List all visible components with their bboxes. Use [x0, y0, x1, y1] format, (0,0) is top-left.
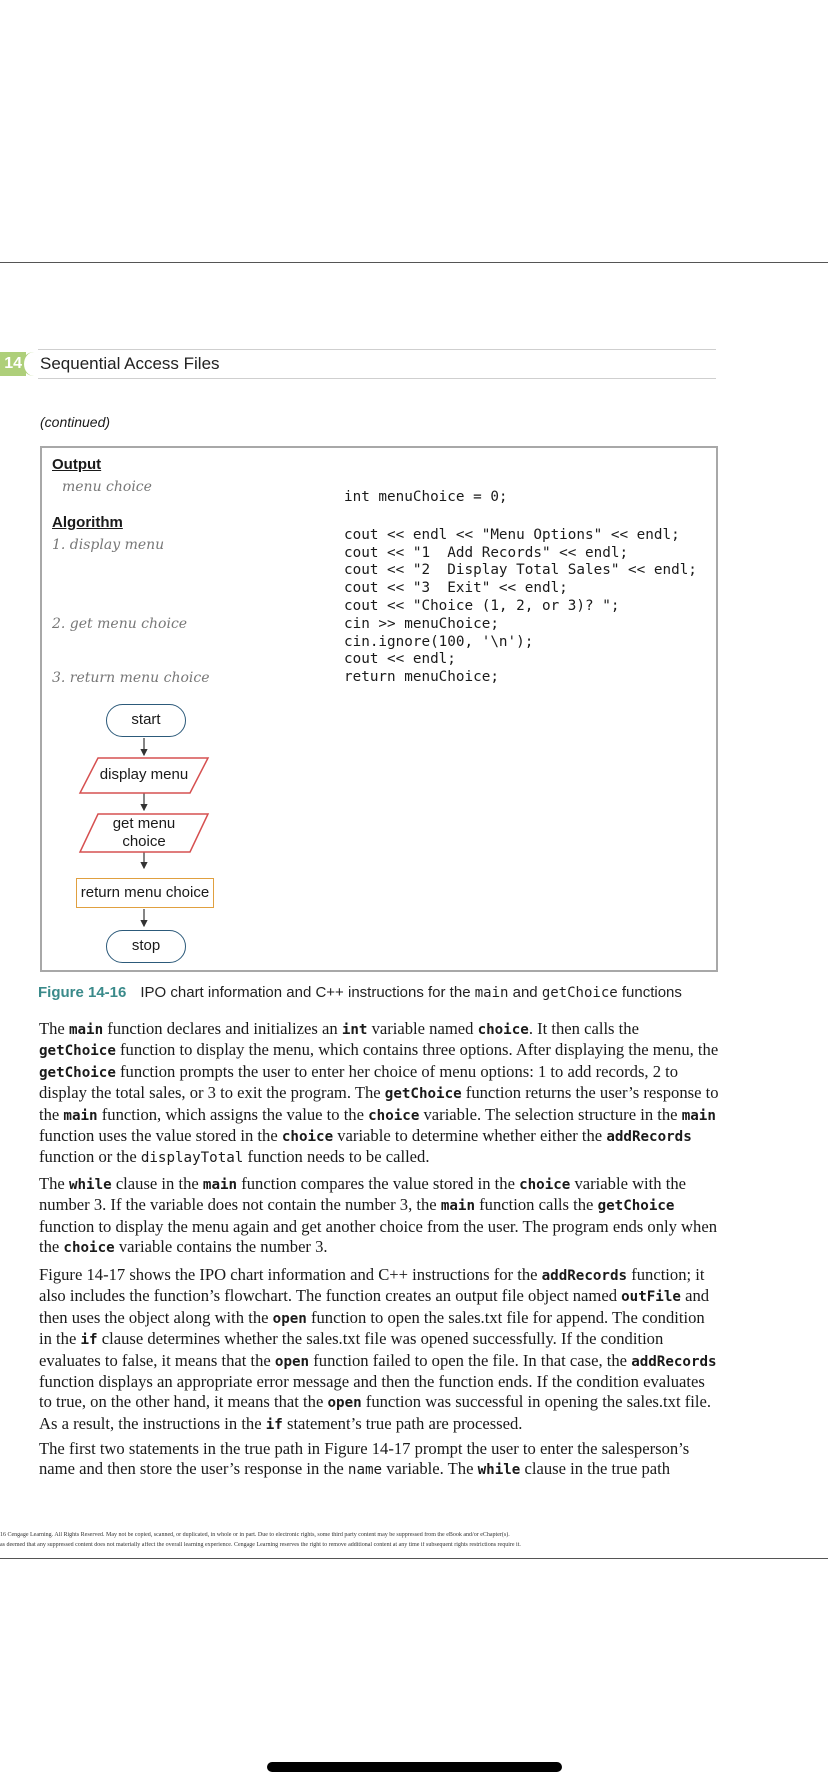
code-get-choice: cin >> menuChoice; cin.ignore(100, '\n'); cout << endl;	[344, 616, 534, 668]
code-declaration: int menuChoice = 0;	[344, 489, 508, 505]
home-indicator[interactable]	[267, 1762, 562, 1772]
algorithm-step-3: 3. return menu choice	[52, 670, 210, 686]
flowchart-get-choice-line1: get menu	[112, 815, 176, 832]
paragraph-2: The while clause in the main function compares the value stored in the choice variable with the number 3. If the variable does not contain the number 3, the main function calls the getChoice function to display the menu again and get another choice from the user. The program ends only when the choice variable contains the number 3.	[39, 1174, 718, 1257]
header-rule-top	[38, 349, 716, 350]
paragraph-3: Figure 14-17 shows the IPO chart information and C++ instructions for the addRecords function; it also includes the function’s flowchart. The function creates an output file object named outFile and then uses the object along with the open function to open the sales.txt file for append. The condition in the if clause determines whether the sales.txt file was opened successfully. If the condition evaluates to false, it means that the open function failed to open the file. In that case, the addRecords function displays an appropriate error message and then the function ends. If the condition evaluates to true, on the other hand, it means that the open function was successful in opening the sales.txt file. As a result, the instructions in the if statement’s true path are processed.	[39, 1265, 717, 1433]
copyright-footer-line1: 16 Cengage Learning. All Rights Reserved. May not be copied, scanned, or duplicated, in whole or in part. Due to electronic rights, some third party content may be suppressed from the eBook and/or eChapter(s).	[0, 1532, 510, 1538]
paragraph-4: The first two statements in the true path in Figure 14-17 prompt the user to enter the salesperson’s name and then store the user’s response in the name variable. The while clause in the true path	[39, 1439, 690, 1479]
algorithm-step-1: 1. display menu	[52, 537, 165, 553]
figure-number: Figure 14-16	[38, 984, 127, 1001]
figure-box	[40, 446, 718, 972]
caption-text: IPO chart information and C++ instructions for the	[140, 984, 475, 1001]
bottom-divider	[0, 1558, 828, 1559]
flowchart-stop: stop	[106, 930, 186, 963]
caption-text: and	[508, 984, 542, 1001]
paragraph-1: The main function declares and initializes an int variable named choice. It then calls the getChoice function to display the menu, which contains three options. After displaying the menu, the getChoice function prompts the user to enter her choice of menu options: 1 to add records, 2 to display the total sales, or 3 to exit the program. The getChoice function returns the user’s response to the main function, which assigns the value to the choice variable. The selection structure in the main function uses the value stored in the choice variable to determine whether either the addRecords function or the displayTotal function needs to be called.	[39, 1019, 719, 1167]
flowchart-return: return menu choice	[76, 878, 214, 908]
copyright-footer-line2: as deemed that any suppressed content does not materially affect the overall learning experience. Cengage Learning reserves the right to remove additional content at any time if subsequent rights restrictions require it.	[0, 1542, 521, 1548]
caption-code: main	[474, 985, 509, 1001]
flowchart-start: start	[106, 704, 186, 737]
flowchart-get-choice	[84, 815, 204, 851]
caption-code: getChoice	[541, 985, 618, 1001]
code-display-menu: cout << endl << "Menu Options" << endl; cout << "1 Add Records" << endl; cout << "2 Display Total Sales" << endl; cout << "3 Exit" << endl; cout << "Choice (1, 2, or 3)? ";	[344, 527, 697, 614]
header-rule-bottom	[38, 378, 716, 379]
top-divider	[0, 262, 828, 263]
continued-label: (continued)	[40, 414, 111, 430]
flowchart-get-choice-line2: choice	[122, 833, 166, 850]
chapter-title: Sequential Access Files	[40, 354, 220, 373]
output-item: menu choice	[62, 479, 152, 495]
output-heading: Output	[52, 456, 102, 473]
algorithm-step-2: 2. get menu choice	[52, 616, 188, 632]
caption-text: functions	[617, 984, 682, 1001]
figure-caption	[38, 984, 682, 1001]
flowchart-display-menu: display menu	[99, 766, 189, 783]
algorithm-heading: Algorithm	[52, 514, 123, 531]
chapter-number-badge: 14	[0, 352, 26, 376]
code-return: return menuChoice;	[344, 669, 499, 685]
